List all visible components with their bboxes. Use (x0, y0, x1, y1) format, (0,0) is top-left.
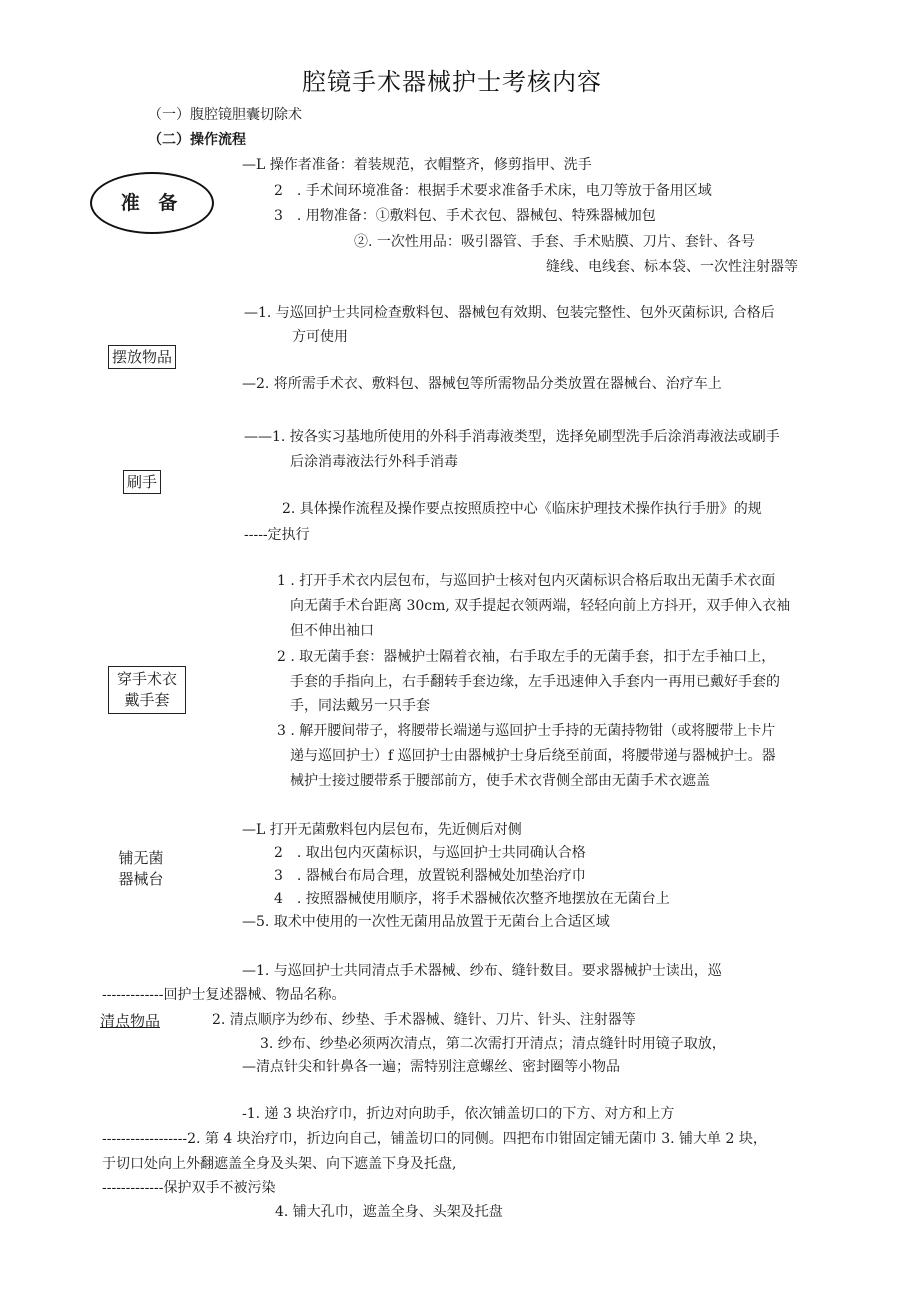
prep-oval-label (90, 172, 214, 234)
drape-line-5: 4. 铺大孔巾，遮盖全身、头架及托盘 (275, 1204, 503, 1220)
gown-label-line-2: 戴手套 (124, 691, 170, 709)
prep-line-4: ②. 一次性用品：吸引器管、手套、手术贴膜、刀片、套针、各号 (354, 234, 755, 250)
prep-label-text: 准 备 (120, 192, 184, 214)
gown-line-6: 手，同法戴另一只手套 (290, 698, 430, 714)
drape-line-4: -------------保护双手不被污染 (102, 1180, 276, 1196)
section-heading-workflow: （二）操作流程 (148, 132, 246, 148)
place-label: 摆放物品 (108, 345, 176, 369)
drape-line-3: 于切口处向上外翻遮盖全身及头架、向下遮盖下身及托盘, (102, 1156, 457, 1172)
table-line-3: 3 . 器械台布局合理，放置锐利器械处加垫治疗巾 (274, 868, 586, 884)
table-line-1: —L 打开无菌敷料包内层包布，先近侧后对侧 (242, 822, 522, 838)
prep-line-5: 缝线、电线套、标本袋、一次性注射器等 (546, 259, 798, 275)
prep-line-1: —L 操作者准备：着装规范，衣帽整齐，修剪指甲、洗手 (242, 157, 592, 173)
gown-line-7: 3 . 解开腰间带子，将腰带长端递与巡回护士手持的无菌持物钳（或将腰带上卡片 (277, 723, 776, 739)
count-line-4: 3. 纱布、纱垫必须两次清点，第二次需打开清点；清点缝针时用镜子取放， (260, 1036, 726, 1052)
prep-line-3: 3 . 用物准备：①敷料包、手术衣包、器械包、特殊器械加包 (274, 208, 656, 224)
scrub-line-3: 2. 具体操作流程及操作要点按照质控中心《临床护理技术操作执行手册》的规 (282, 501, 762, 517)
gown-line-2: 向无菌手术台距离 30cm, 双手提起衣领两端，轻轻向前上方抖开，双手伸入衣袖 (290, 598, 791, 614)
gown-line-4: 2 . 取无菌手套：器械护士隔着衣袖，右手取左手的无菌手套，扣于左手袖口上， (277, 649, 776, 665)
table-label-line-1: 铺无菌 (118, 849, 164, 867)
count-line-2: -------------回护士复述器械、物品名称。 (102, 987, 346, 1003)
scrub-line-2: 后涂消毒液法行外科手消毒 (290, 454, 458, 470)
page-title: 腔镜手术器械护士考核内容 (302, 68, 602, 96)
scrub-line-1: ——1. 按各实习基地所使用的外科手消毒液类型，选择免刷型洗手后涂消毒液法或刷手 (244, 429, 780, 445)
drape-line-1: -1. 递 3 块治疗巾，折边对向助手，依次铺盖切口的下方、对方和上方 (242, 1106, 675, 1122)
scrub-label: 刷手 (123, 470, 161, 494)
gown-label (108, 666, 186, 714)
gown-line-8: 递与巡回护士）f 巡回护士由器械护士身后绕至前面，将腰带递与器械护士。器 (290, 748, 776, 764)
prep-line-2: 2 . 手术间环境准备：根据手术要求准备手术床，电刀等放于备用区域 (274, 183, 712, 199)
place-line-2: 方可使用 (292, 329, 348, 345)
table-line-2: 2 . 取出包内灭菌标识，与巡回护士共同确认合格 (274, 845, 586, 861)
gown-line-5: 手套的手指向上，右手翻转手套边缘，左手迅速伸入手套内一再用已戴好手套的 (290, 674, 780, 690)
drape-line-2: ------------------2. 第 4 块治疗巾，折边向自己，铺盖切口的同侧。四把布巾钳固定铺无菌巾 3. 铺大单 2 块， (102, 1131, 767, 1147)
count-line-3: 2. 清点顺序为纱布、纱垫、手术器械、缝针、刀片、针头、注射器等 (212, 1012, 636, 1028)
place-line-1: —1. 与巡回护士共同检查敷料包、器械包有效期、包装完整性、包外灭菌标识, 合格后 (244, 305, 775, 321)
table-label-line-2: 器械台 (118, 870, 164, 888)
table-line-5: —5. 取术中使用的一次性无菌用品放置于无菌台上合适区域 (242, 914, 610, 930)
table-label (112, 848, 170, 890)
table-line-4: 4 . 按照器械使用顺序，将手术器械依次整齐地摆放在无菌台上 (274, 891, 670, 907)
count-label: 清点物品 (100, 1012, 161, 1030)
count-line-5: —清点针尖和针鼻各一遍；需特别注意螺丝、密封圈等小物品 (242, 1059, 620, 1075)
gown-line-1: 1 . 打开手术衣内层包布，与巡回护士核对包内灭菌标识合格后取出无菌手术衣面 (277, 573, 776, 589)
scrub-line-4: -----定执行 (244, 527, 310, 543)
gown-line-9: 械护士接过腰带系于腰部前方，使手术衣背侧全部由无菌手术衣遮盖 (290, 773, 710, 789)
gown-line-3: 但不伸出袖口 (290, 623, 374, 639)
gown-label-line-1: 穿手术衣 (116, 670, 177, 688)
place-line-3: —2. 将所需手术衣、敷料包、器械包等所需物品分类放置在器械台、治疗车上 (242, 376, 722, 392)
section-heading-procedure: （一）腹腔镜胆囊切除术 (148, 107, 302, 123)
count-line-1: —1. 与巡回护士共同清点手术器械、纱布、缝针数目。要求器械护士读出，巡 (242, 963, 722, 979)
